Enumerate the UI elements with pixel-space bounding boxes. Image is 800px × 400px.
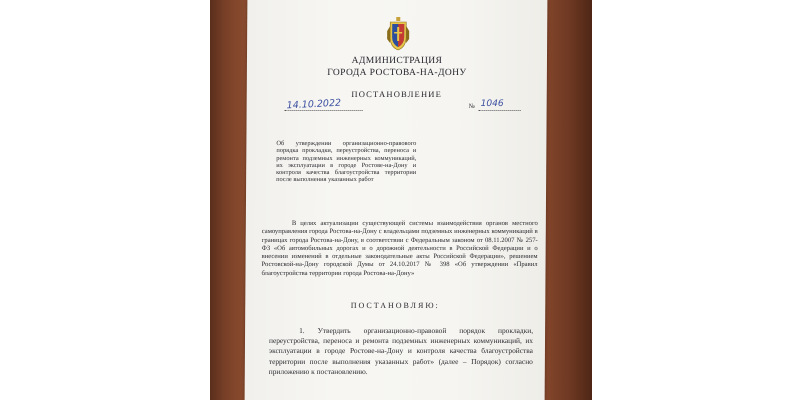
city-title: ГОРОДА РОСТОВА-НА-ДОНУ bbox=[327, 68, 467, 78]
coat-of-arms-icon bbox=[386, 17, 410, 51]
handwritten-number: 1046 bbox=[480, 99, 504, 109]
wooden-table-left bbox=[210, 0, 250, 400]
number-sign: № bbox=[468, 103, 475, 110]
handwritten-date: 14.10.2022 bbox=[286, 97, 342, 112]
document-subject: Об утверждении организационно-правового порядка прокладки, переустройства, переноса и ремонта подземных инженерных коммуникаций, их эксплуатации в городе Ростове-на-Дону и контроля качества благоустройства территории после выполнения указанных работ bbox=[276, 140, 417, 184]
number-underline bbox=[479, 110, 521, 111]
decree-item-1: 1. Утвердить организационно-правовой порядок прокладки, переустройства, переноса и ремонта подземных инженерных коммуникаций, их эксплуатации в городе Ростове-на-Дону и контроля качества благоустройства территории после выполнения указанных работ» (далее – Порядок) согласно приложению к постановлению. bbox=[268, 326, 534, 376]
decree-heading: ПОСТАНОВЛЯЮ: bbox=[350, 301, 440, 310]
preamble-paragraph: В целях актуализации существующей системы взаимодействия органов местного самоуправления города Ростова-на-Дону с владельцами подземных инженерных коммуникаций в границах города Ростова-на-Дону, в соответствии с Федеральным законом от 08.11.2007 № 257-ФЗ «Об автомобильных дорогах и о дорожной деятельности в Российской Федерации и о внесении изменений в отдельные законодательные акты Российской Федерации», решением Ростовской-на-Дону городской Думы от 24.10.2017 № 398 «Об утверждении «Правил благоустройства территории города Ростова-на-Дону» bbox=[261, 220, 538, 277]
org-title: АДМИНИСТРАЦИЯ bbox=[351, 56, 443, 66]
document-type: ПОСТАНОВЛЕНИЕ bbox=[351, 89, 443, 99]
document-page bbox=[245, 0, 548, 400]
